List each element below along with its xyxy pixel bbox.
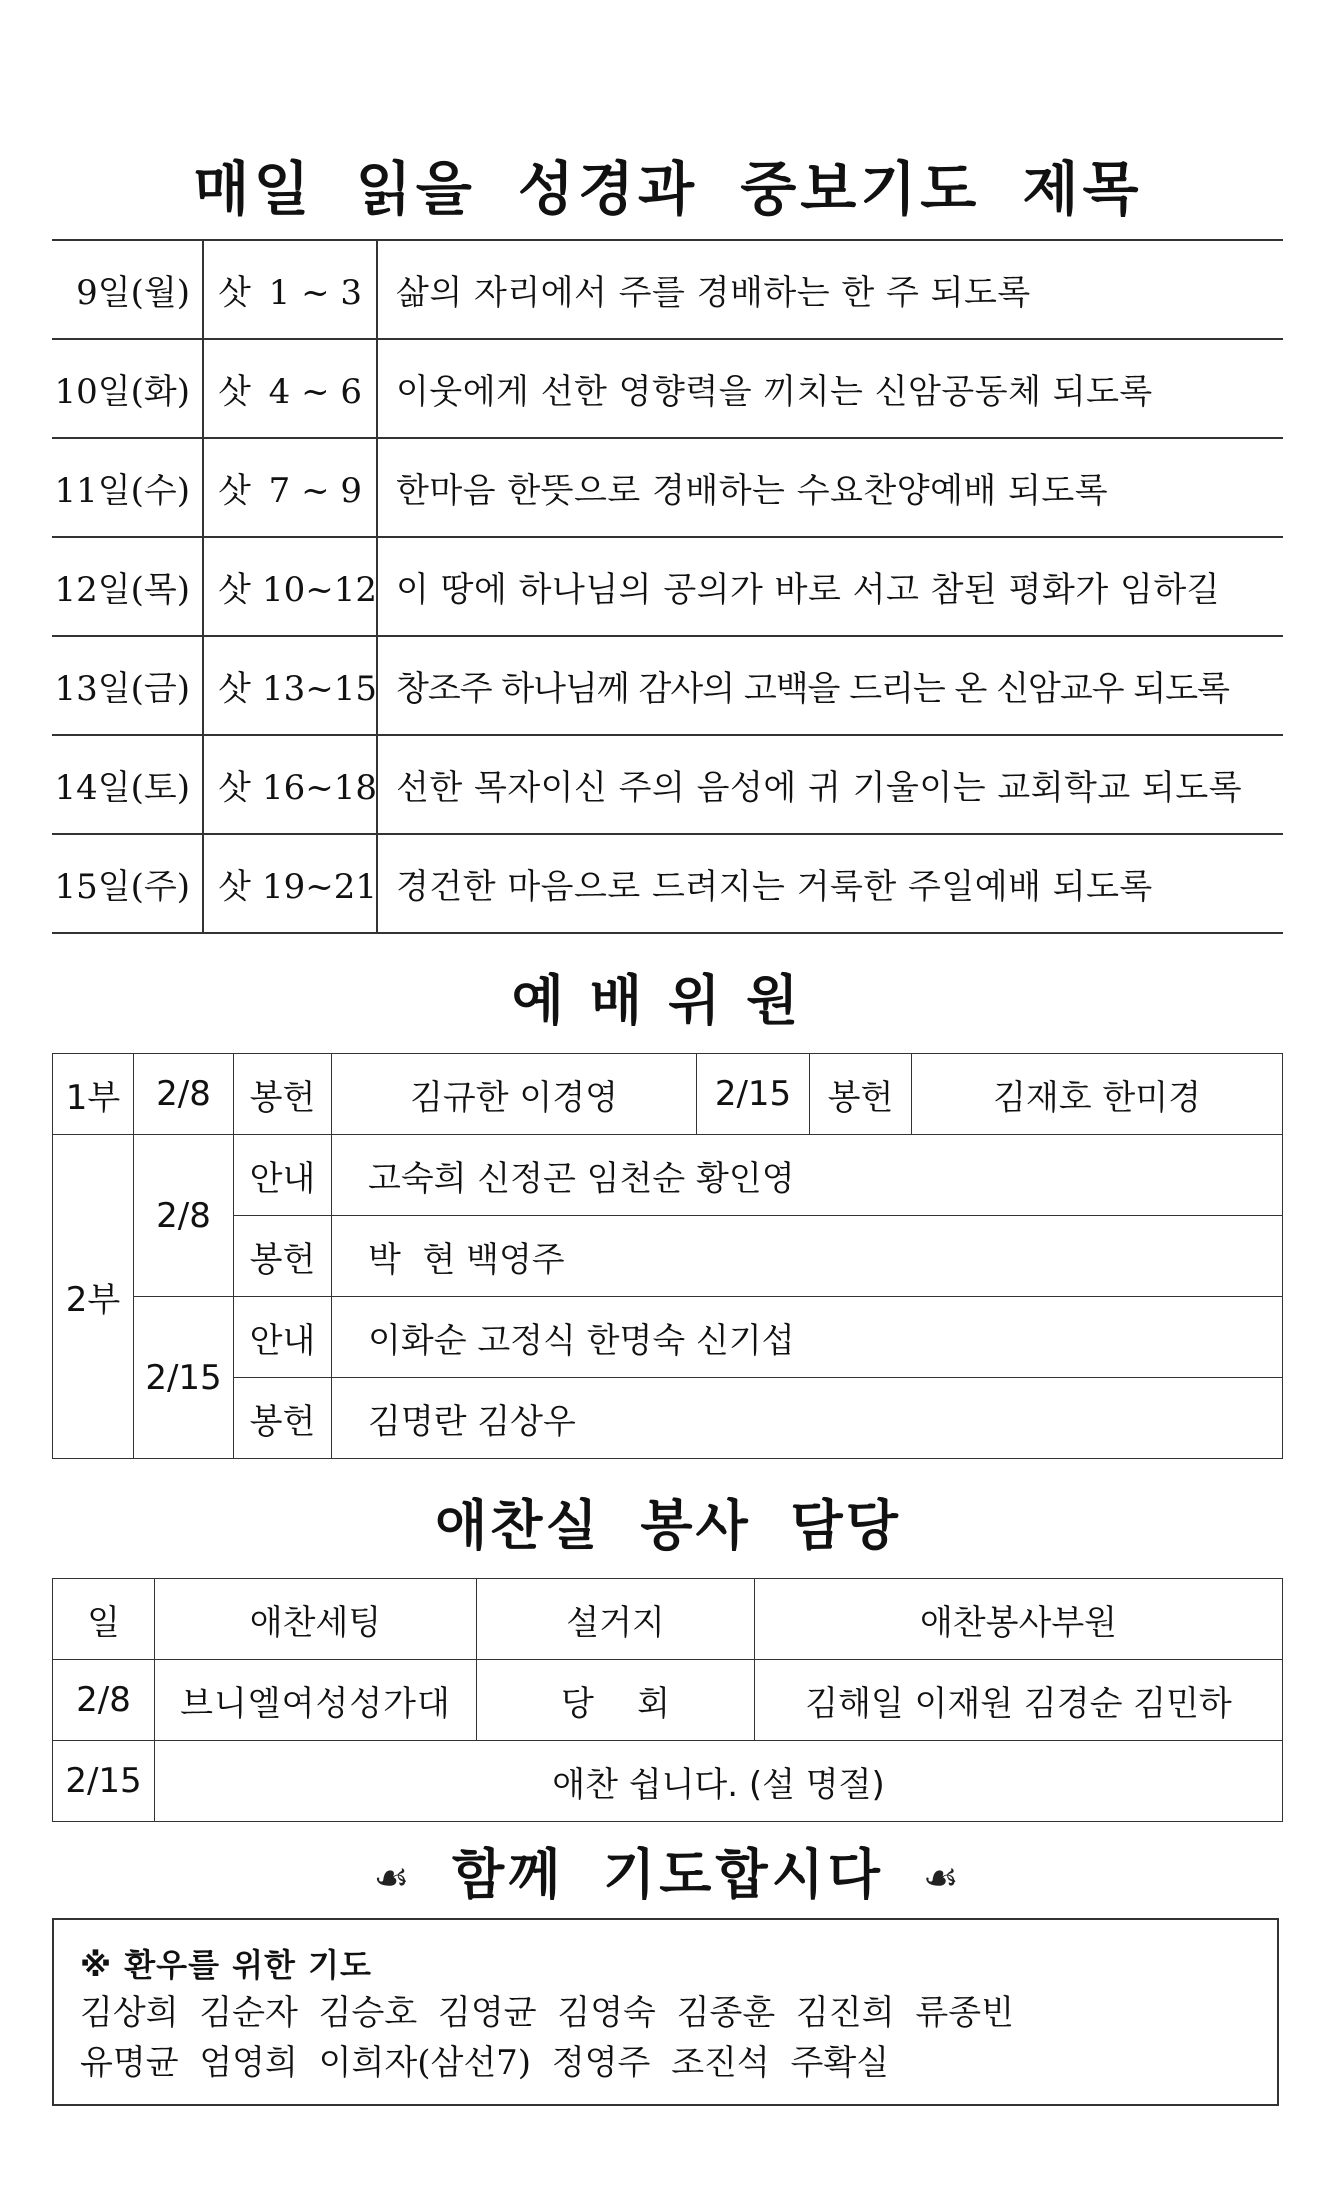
table-row [52,834,1283,933]
prayer-heading: ※ 환우를 위한 기도 [80,1946,372,1984]
service-label: 2부 [53,1135,134,1459]
reading-book: 삿 [218,570,251,610]
role-label: 봉헌 [234,1216,332,1297]
table-row [53,1378,1283,1459]
role-label: 안내 [234,1297,332,1378]
table-row [53,1216,1283,1297]
choir-room-title: 애찬실 봉사 담당 [435,1494,901,1557]
reading-book: 삿 [218,867,251,907]
reading-day: 14일(토) [52,735,203,834]
prayer-topic: 이웃에게 선한 영향력을 끼치는 신암공동체 되도록 [377,339,1283,438]
reading-book: 삿 [218,471,251,511]
reading-chapters: 16~18 [262,768,378,808]
closure-note: 애찬 쉽니다. (설 명절) [155,1741,1283,1822]
table-row [53,1660,1283,1741]
prayer-title-line [0,1832,1336,1909]
table-row [52,240,1283,339]
service-label: 1부 [53,1054,134,1135]
member-names: 김명란 김상우 [332,1378,1283,1459]
reading-day: 10일(화) [52,339,203,438]
column-header: 설거지 [477,1579,755,1660]
member-names: 김규한 이경영 [332,1054,697,1135]
member-names: 박 현 백영주 [332,1216,1283,1297]
readings-title: 매일 읽을 성경과 중보기도 제목 [193,155,1143,223]
readings-table [52,239,1283,934]
service-date: 2/15 [134,1297,234,1459]
prayer-topic: 선한 목자이신 주의 음성에 귀 기울이는 교회학교 되도록 [377,735,1283,834]
flourish-left-icon: ☙ [373,1855,414,1902]
table-header-row [53,1579,1283,1660]
reading-book: 삿 [218,372,251,412]
worship-table [52,1053,1283,1459]
prayer-topic: 창조주 하나님께 감사의 고백을 드리는 온 신암교우 되도록 [377,636,1283,735]
reading-day: 13일(금) [52,636,203,735]
reading-chapters: 1 ~ 3 [268,273,362,313]
role-label: 봉헌 [234,1054,332,1135]
service-members: 김해일 이재원 김경순 김민하 [755,1660,1283,1741]
reading-chapters: 19~21 [262,867,378,907]
reading-chapters: 10~12 [262,570,378,610]
column-header: 일 [53,1579,155,1660]
role-label: 봉헌 [810,1054,912,1135]
service-date: 2/8 [53,1660,155,1741]
setting-team: 브니엘여성성가대 [155,1660,477,1741]
reading-passage [203,240,377,339]
prayer-topic: 이 땅에 하나님의 공의가 바로 서고 참된 평화가 임하길 [377,537,1283,636]
table-row [52,735,1283,834]
reading-book: 삿 [218,273,251,313]
reading-book: 삿 [218,768,251,808]
service-date: 2/15 [697,1054,810,1135]
reading-day: 15일(주) [52,834,203,933]
choir-room-table [52,1578,1283,1822]
reading-day: 11일(수) [52,438,203,537]
reading-chapters: 4 ~ 6 [268,372,362,412]
prayer-topic: 경건한 마음으로 드려지는 거룩한 주일예배 되도록 [377,834,1283,933]
reading-passage [203,834,377,933]
table-row [52,636,1283,735]
service-date: 2/8 [134,1054,234,1135]
flourish-right-icon: ☙ [922,1855,963,1902]
reading-book: 삿 [218,669,251,709]
table-row [52,537,1283,636]
patient-names: 김상희 김순자 김승호 김영균 김영숙 김종훈 김진희 류종빈 [80,1993,1014,2033]
member-names: 김재호 한미경 [912,1054,1283,1135]
table-row [52,438,1283,537]
member-names: 고숙희 신정곤 임천순 황인영 [332,1135,1283,1216]
reading-passage [203,636,377,735]
column-header: 애찬세팅 [155,1579,477,1660]
member-names: 이화순 고정식 한명숙 신기섭 [332,1297,1283,1378]
table-row [53,1741,1283,1822]
service-date: 2/8 [134,1135,234,1297]
reading-passage [203,735,377,834]
role-label: 안내 [234,1135,332,1216]
reading-passage [203,537,377,636]
reading-passage [203,339,377,438]
reading-chapters: 7 ~ 9 [268,471,362,511]
prayer-topic: 삶의 자리에서 주를 경배하는 한 주 되도록 [377,240,1283,339]
reading-day: 9일(월) [52,240,203,339]
table-row [53,1297,1283,1378]
table-row [53,1054,1283,1135]
patient-names: 유명균 엄영희 이희자(삼선7) 정영주 조진석 주확실 [80,2043,890,2083]
reading-passage [203,438,377,537]
reading-chapters: 13~15 [262,669,378,709]
table-row [53,1135,1283,1216]
column-header: 애찬봉사부원 [755,1579,1283,1660]
role-label: 봉헌 [234,1378,332,1459]
reading-day: 12일(목) [52,537,203,636]
worship-title: 예배위원 [511,969,825,1032]
prayer-title: 함께 기도합시다 [452,1843,884,1906]
dishes-team: 당 회 [477,1660,755,1741]
service-date: 2/15 [53,1741,155,1822]
prayer-topic: 한마음 한뜻으로 경배하는 수요찬양예배 되도록 [377,438,1283,537]
prayer-box [52,1918,1279,2106]
table-row [52,339,1283,438]
